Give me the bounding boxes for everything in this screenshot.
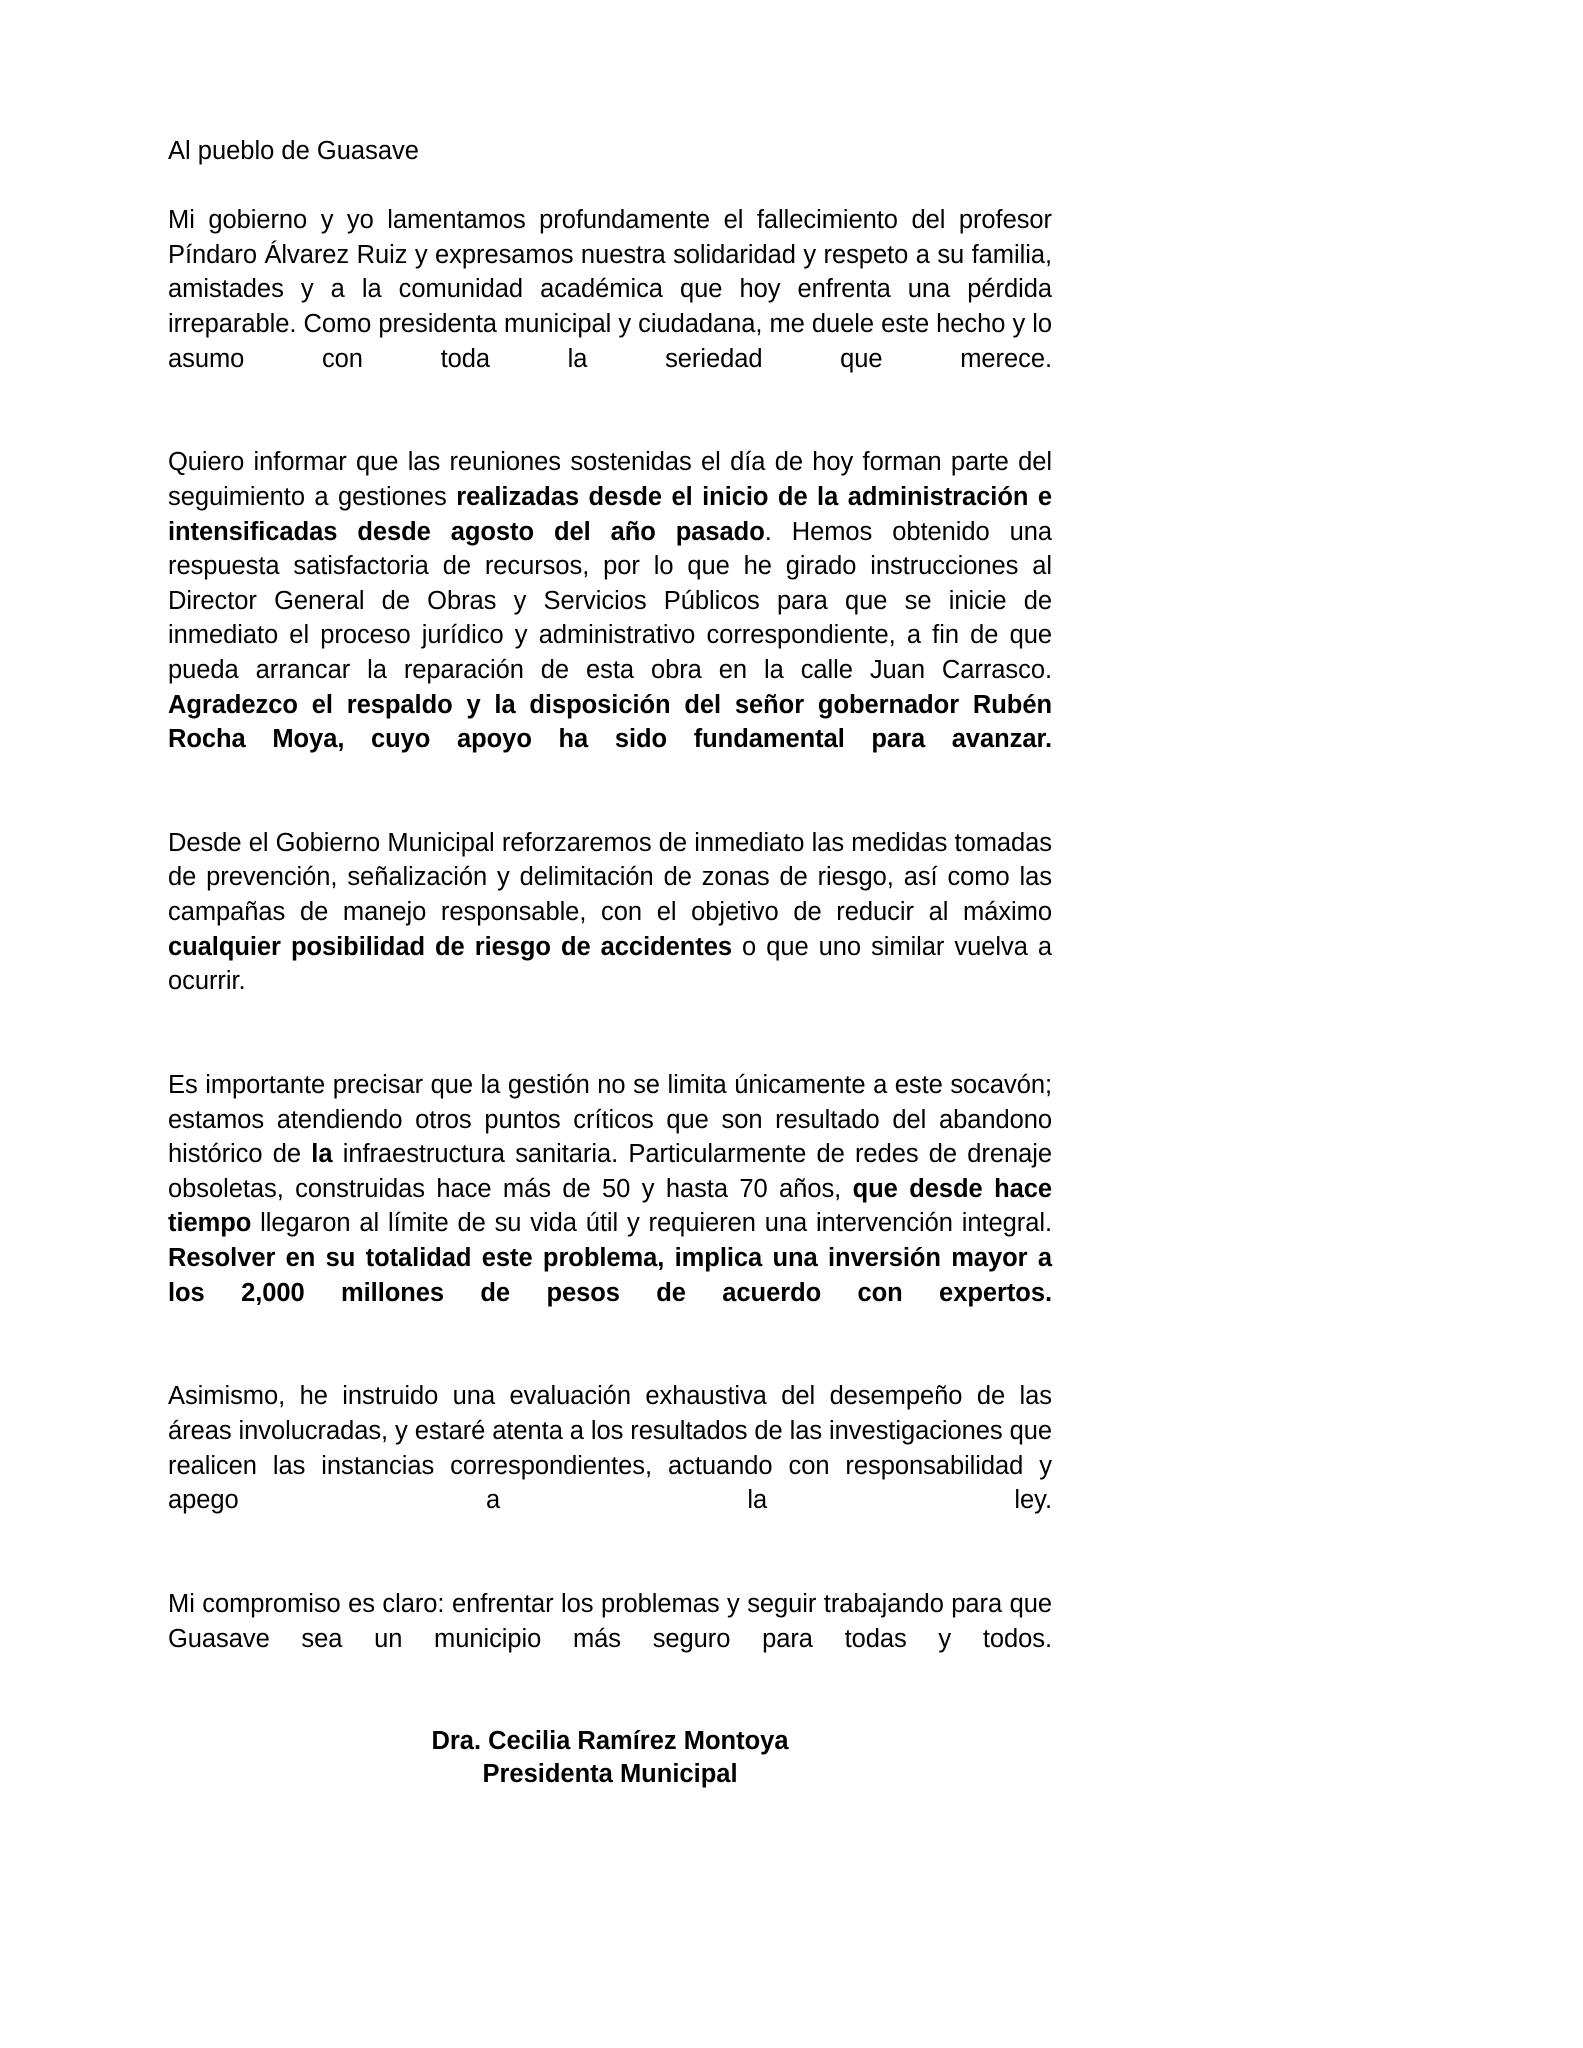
text-run-0: Quiero informar que las reuniones sostenidas el día de hoy forman parte del seguimiento a gestiones bbox=[168, 448, 1052, 511]
paragraph-p2-gestiones bbox=[168, 445, 1052, 791]
text-run-0: Desde el Gobierno Municipal reforzaremos de inmediato las medidas tomadas de prevención, señalización y delimitación de zonas de riesgo, así como las campañas de manejo responsable, con el objetivo de reducir al máximo bbox=[168, 828, 1052, 927]
text-run-0: Mi gobierno y yo lamentamos profundamente el fallecimiento del profesor Píndaro Álvarez Ruiz y expresamos nuestra solidaridad y respeto a su familia, amistades y a la comunidad académica que hoy enfrenta una pérdida irreparable. Como presidenta municipal y ciudadana, me duele este hecho y lo asumo con toda la seriedad que merece. bbox=[168, 206, 1052, 373]
signature-block bbox=[168, 1725, 1052, 1791]
emphasis-run-1: cualquier posibilidad de riesgo de accidentes bbox=[168, 932, 732, 961]
emphasis-run-1: la bbox=[311, 1140, 333, 1169]
emphasis-run-5: Resolver en su totalidad este problema, implica una inversión mayor a los 2,000 millones de pesos de acuerdo con expertos. bbox=[168, 1244, 1052, 1307]
paragraph-p6-compromiso bbox=[168, 1587, 1052, 1691]
emphasis-run-3: que desde hace tiempo bbox=[168, 1174, 1052, 1238]
paragraph-list bbox=[168, 203, 1052, 1691]
text-run-2: infraestructura sanitaria. Particularmente de redes de drenaje obsoletas, construidas hace más de 50 y hasta 70 años, bbox=[168, 1140, 1053, 1203]
signature-title: Presidenta Municipal bbox=[482, 1760, 738, 1789]
emphasis-run-1: realizadas desde el inicio de la administración e intensificadas desde agosto del año pasado bbox=[168, 482, 1052, 546]
text-run-2: . Hemos obtenido una respuesta satisfactoria de recursos, por lo que he girado instrucciones al Director General de Obras y Servicios Públicos para que se inicie de inmediato el proceso jurídico y administrativo correspondiente, a fin de que pueda arrancar la reparación de esta obra en la calle Juan Carrasco. bbox=[168, 517, 1052, 684]
salutation: Al pueblo de Guasave bbox=[168, 137, 419, 165]
paragraph-p4-infraestructura bbox=[168, 1068, 1052, 1345]
paragraph-p3-prevencion bbox=[168, 826, 1052, 1034]
paragraph-p1-condolencias bbox=[168, 203, 1052, 411]
text-run-4: llegaron al límite de su vida útil y requieren una intervención integral. bbox=[251, 1209, 1052, 1238]
letter-body bbox=[168, 134, 1052, 1791]
paragraph-p5-evaluacion bbox=[168, 1379, 1052, 1552]
text-run-0: Asimismo, he instruido una evaluación exhaustiva del desempeño de las áreas involucradas, y estaré atenta a los resultados de las investigaciones que realicen las instancias correspondientes, actuando con responsabilidad y apego a la ley. bbox=[168, 1382, 1052, 1515]
text-run-0: Es importante precisar que la gestión no se limita únicamente a este socavón; estamos atendiendo otros puntos críticos que son resultado del abandono histórico de bbox=[168, 1071, 1052, 1169]
text-run-0: Mi compromiso es claro: enfrentar los problemas y seguir trabajando para que Guasave sea un municipio más seguro para todas y todos. bbox=[168, 1589, 1052, 1653]
text-run-2: o que uno similar vuelva a ocurrir. bbox=[168, 932, 1052, 996]
emphasis-run-3: Agradezco el respaldo y la disposición del señor gobernador Rubén Rocha Moya, cuyo apoyo ha sido fundamental para avanzar. bbox=[168, 690, 1052, 754]
signature-name: Dra. Cecilia Ramírez Montoya bbox=[431, 1727, 789, 1756]
